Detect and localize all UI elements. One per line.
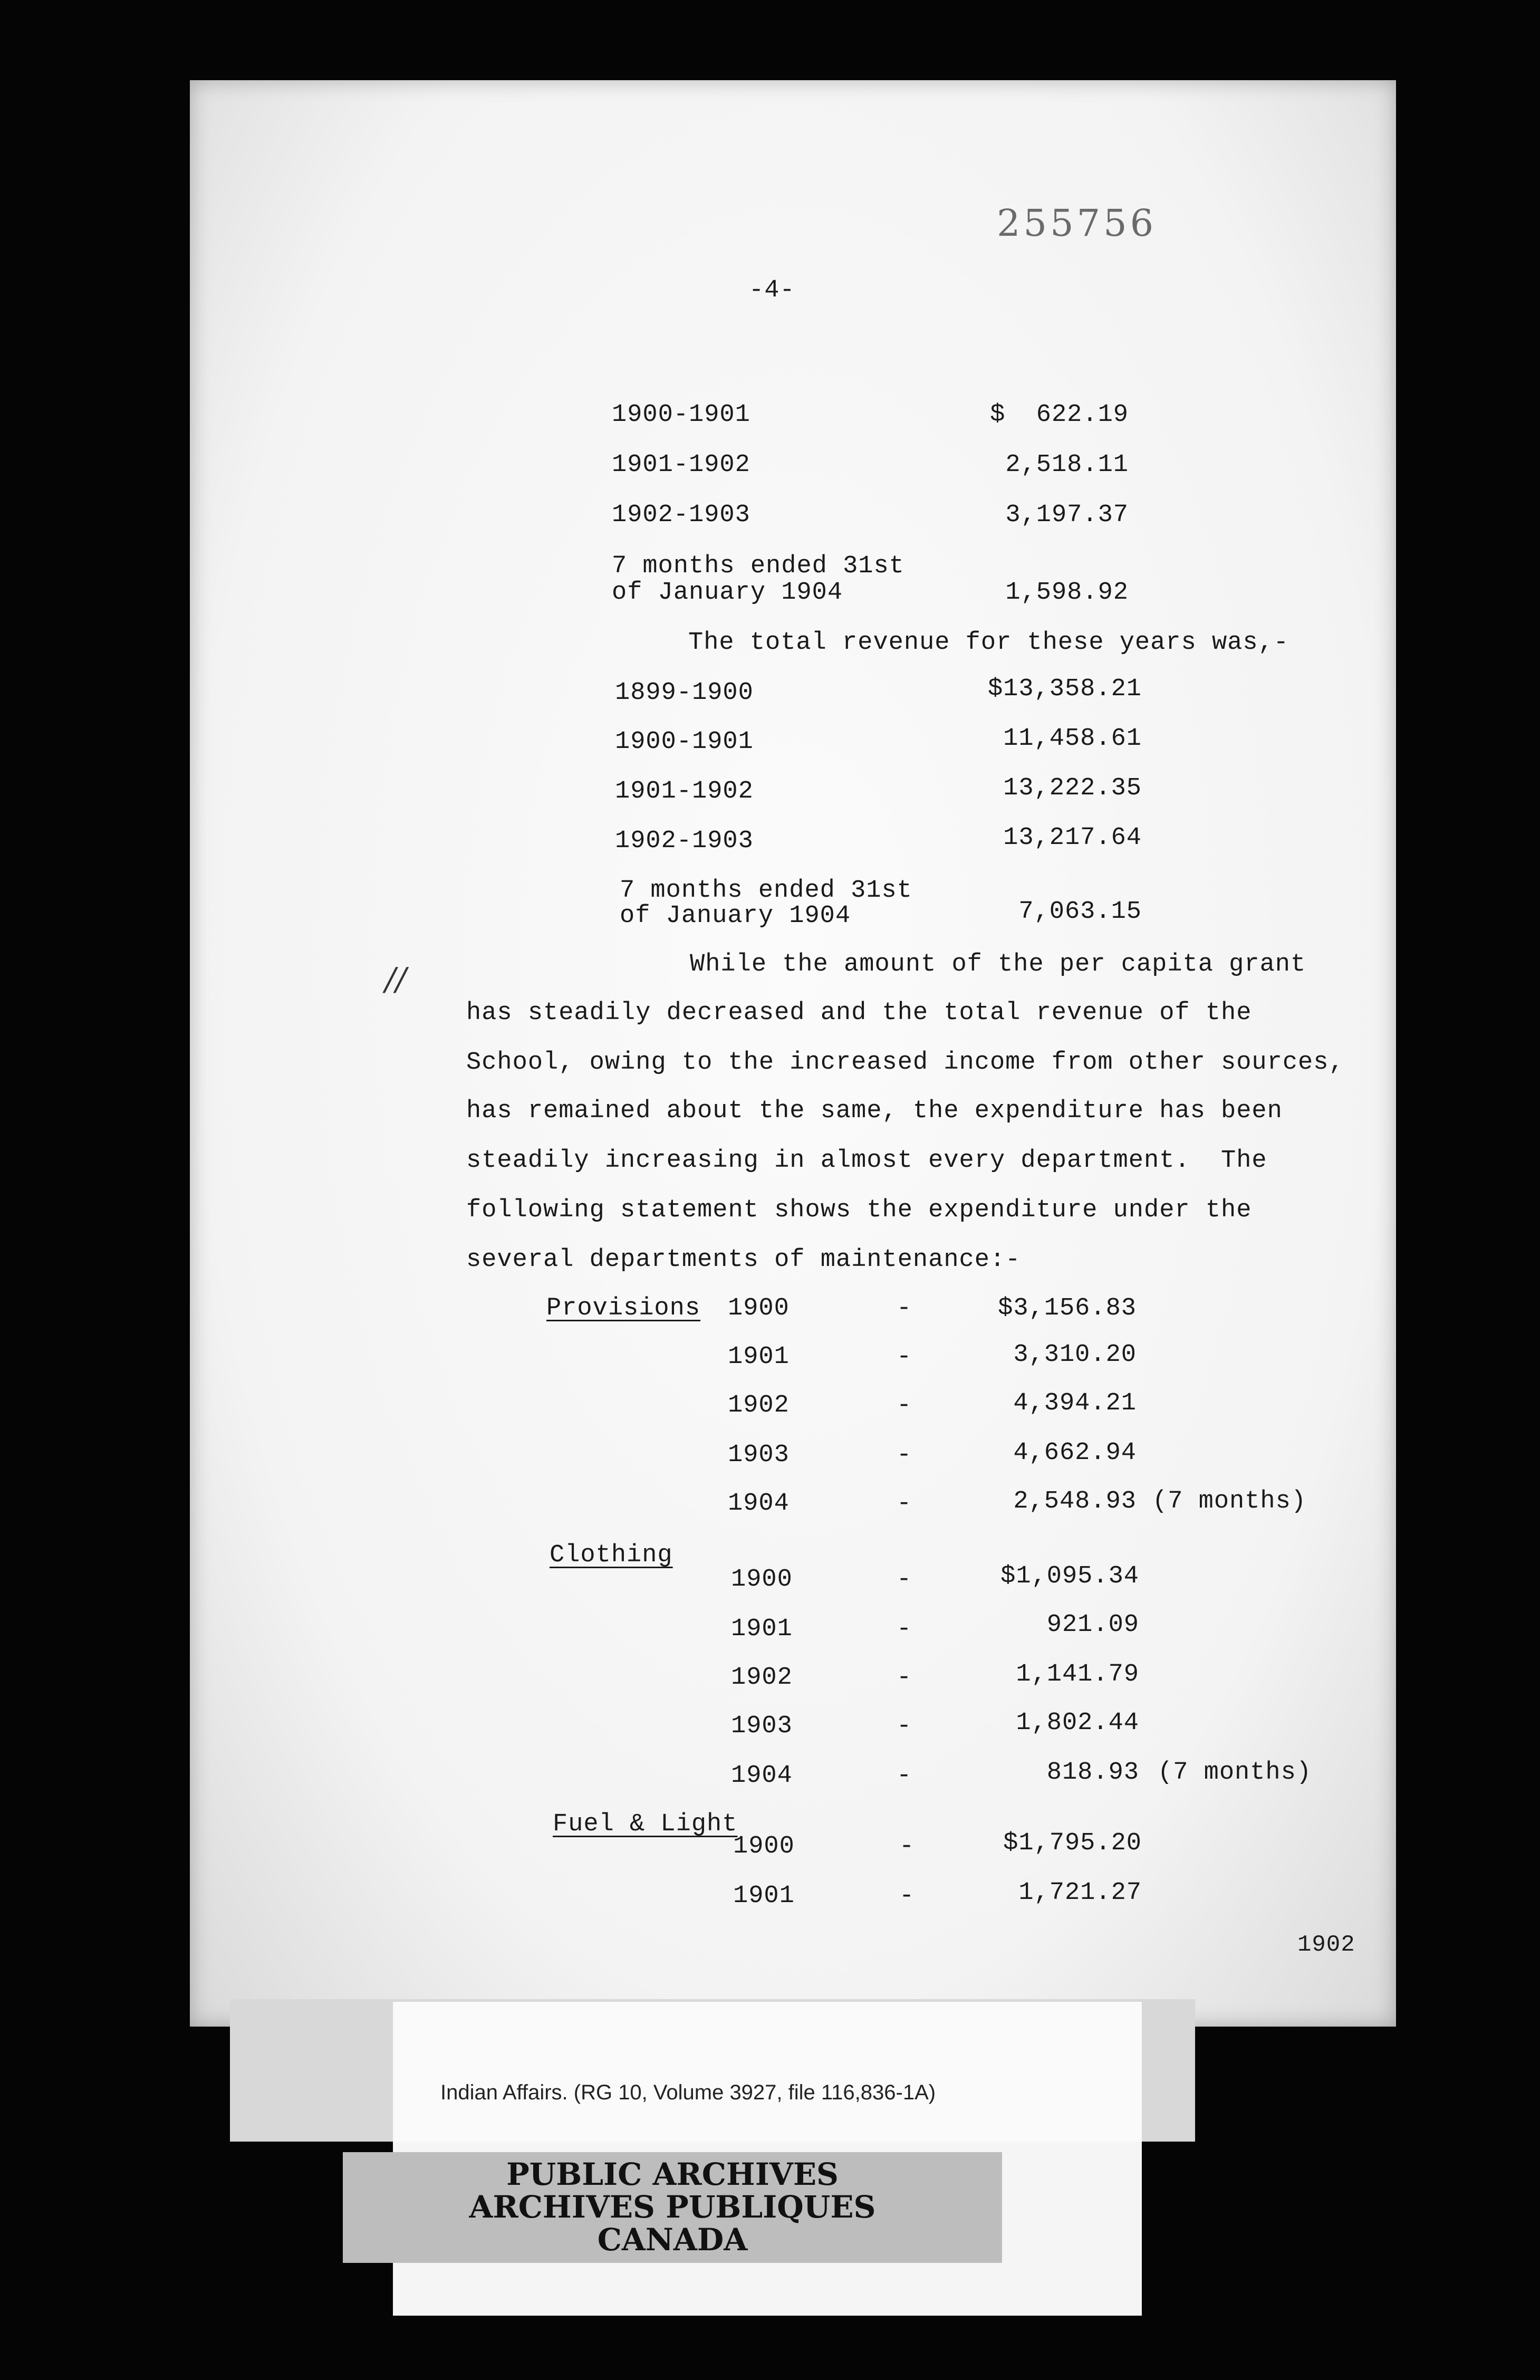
expense-year: 1901 — [731, 1615, 793, 1643]
table-row-period: of January 1904 — [612, 579, 843, 607]
revenue-intro: The total revenue for these years was,- — [688, 629, 1289, 657]
expense-dash: - — [897, 1664, 912, 1692]
expense-dash: - — [897, 1391, 912, 1419]
stamp-number: 255756 — [997, 201, 1157, 245]
expense-dash: - — [899, 1882, 915, 1910]
table-row-amount: $ 622.19 — [990, 401, 1129, 429]
expense-amount: $1,795.20 — [1003, 1829, 1142, 1857]
expense-year: 1900 — [733, 1832, 795, 1860]
expense-amount: 3,310.20 — [1013, 1341, 1137, 1369]
expense-amount: $1,095.34 — [1000, 1562, 1139, 1590]
archive-line-3: CANADA — [597, 2222, 748, 2258]
expense-year: 1900 — [728, 1294, 790, 1322]
reference-card — [393, 2002, 1142, 2142]
expense-dash: - — [897, 1712, 912, 1740]
expense-year: 1900 — [731, 1566, 793, 1594]
expense-note: (7 months) — [1152, 1488, 1307, 1515]
expense-dash: - — [897, 1343, 912, 1371]
expense-dash: - — [897, 1762, 912, 1790]
table-row-amount: 7,063.15 — [1018, 898, 1142, 926]
table-row-period: 1902-1903 — [612, 501, 750, 529]
margin-mark: // — [385, 961, 407, 998]
expense-amount: 2,548.93 — [1013, 1488, 1137, 1515]
expense-year: 1903 — [731, 1712, 793, 1740]
expense-amount: 818.93 — [1046, 1759, 1139, 1787]
expense-dash: - — [897, 1615, 912, 1643]
expense-amount: 1,802.44 — [1016, 1709, 1139, 1737]
expense-year: 1902 — [731, 1664, 793, 1692]
expense-dash: - — [897, 1294, 912, 1322]
catchword: 1902 — [1297, 1932, 1355, 1958]
table-row-period: 7 months ended 31st — [612, 552, 904, 580]
expense-amount: 921.09 — [1046, 1611, 1139, 1639]
paragraph-line: School, owing to the increased income from other sources, — [466, 1049, 1344, 1077]
expense-year: 1901 — [728, 1343, 790, 1371]
expense-year: 1904 — [728, 1490, 790, 1518]
table-row-period: 1901-1902 — [615, 778, 754, 805]
table-row-amount: 3,197.37 — [1005, 501, 1129, 529]
paragraph-line: has remained about the same, the expenditure has been — [466, 1097, 1283, 1125]
table-row-amount: $13,358.21 — [987, 675, 1142, 703]
expense-year: 1902 — [728, 1391, 790, 1419]
expense-amount: 1,141.79 — [1016, 1661, 1139, 1688]
archive-stamp — [343, 2152, 1002, 2263]
table-row-period: of January 1904 — [620, 902, 851, 930]
paragraph-line: steadily increasing in almost every department. The — [466, 1147, 1267, 1175]
paragraph-line: several departments of maintenance:- — [466, 1246, 1021, 1274]
document-page — [190, 80, 1396, 2027]
section-label-provisions: Provisions — [546, 1294, 701, 1322]
table-row-period: 7 months ended 31st — [620, 877, 912, 905]
paragraph-line: While the amount of the per capita grant — [690, 951, 1306, 978]
expense-dash: - — [897, 1490, 912, 1518]
table-row-period: 1900-1901 — [612, 401, 750, 429]
archive-line-1: PUBLIC ARCHIVES — [506, 2156, 839, 2192]
table-row-amount: 1,598.92 — [1005, 579, 1129, 607]
table-row-amount: 2,518.11 — [1005, 451, 1129, 479]
table-row-period: 1902-1903 — [615, 827, 754, 855]
table-row-period: 1899-1900 — [615, 679, 754, 707]
expense-year: 1901 — [733, 1882, 795, 1910]
expense-note: (7 months) — [1158, 1759, 1312, 1787]
expense-year: 1903 — [728, 1441, 790, 1469]
expense-amount: 1,721.27 — [1018, 1879, 1142, 1907]
section-label-fuel-light: Fuel & Light — [553, 1810, 738, 1838]
expense-dash: - — [899, 1832, 915, 1860]
archive-reference: Indian Affairs. (RG 10, Volume 3927, file 116,836-1A) — [440, 2081, 936, 2104]
expense-dash: - — [897, 1566, 912, 1594]
page-number: -4- — [749, 276, 795, 304]
paragraph-line: following statement shows the expenditure under the — [466, 1196, 1252, 1224]
table-row-amount: 13,222.35 — [1003, 774, 1142, 802]
paragraph-line: has steadily decreased and the total revenue of the — [466, 999, 1252, 1027]
expense-amount: 4,394.21 — [1013, 1389, 1137, 1417]
table-row-amount: 11,458.61 — [1003, 725, 1142, 753]
expense-amount: 4,662.94 — [1013, 1439, 1137, 1467]
expense-amount: $3,156.83 — [998, 1294, 1137, 1322]
expense-year: 1904 — [731, 1762, 793, 1790]
table-row-period: 1901-1902 — [612, 451, 750, 479]
section-label-clothing: Clothing — [550, 1541, 673, 1569]
table-row-amount: 13,217.64 — [1003, 824, 1142, 852]
table-row-period: 1900-1901 — [615, 728, 754, 756]
expense-dash: - — [897, 1441, 912, 1469]
archive-line-2: ARCHIVES PUBLIQUES — [469, 2189, 876, 2225]
